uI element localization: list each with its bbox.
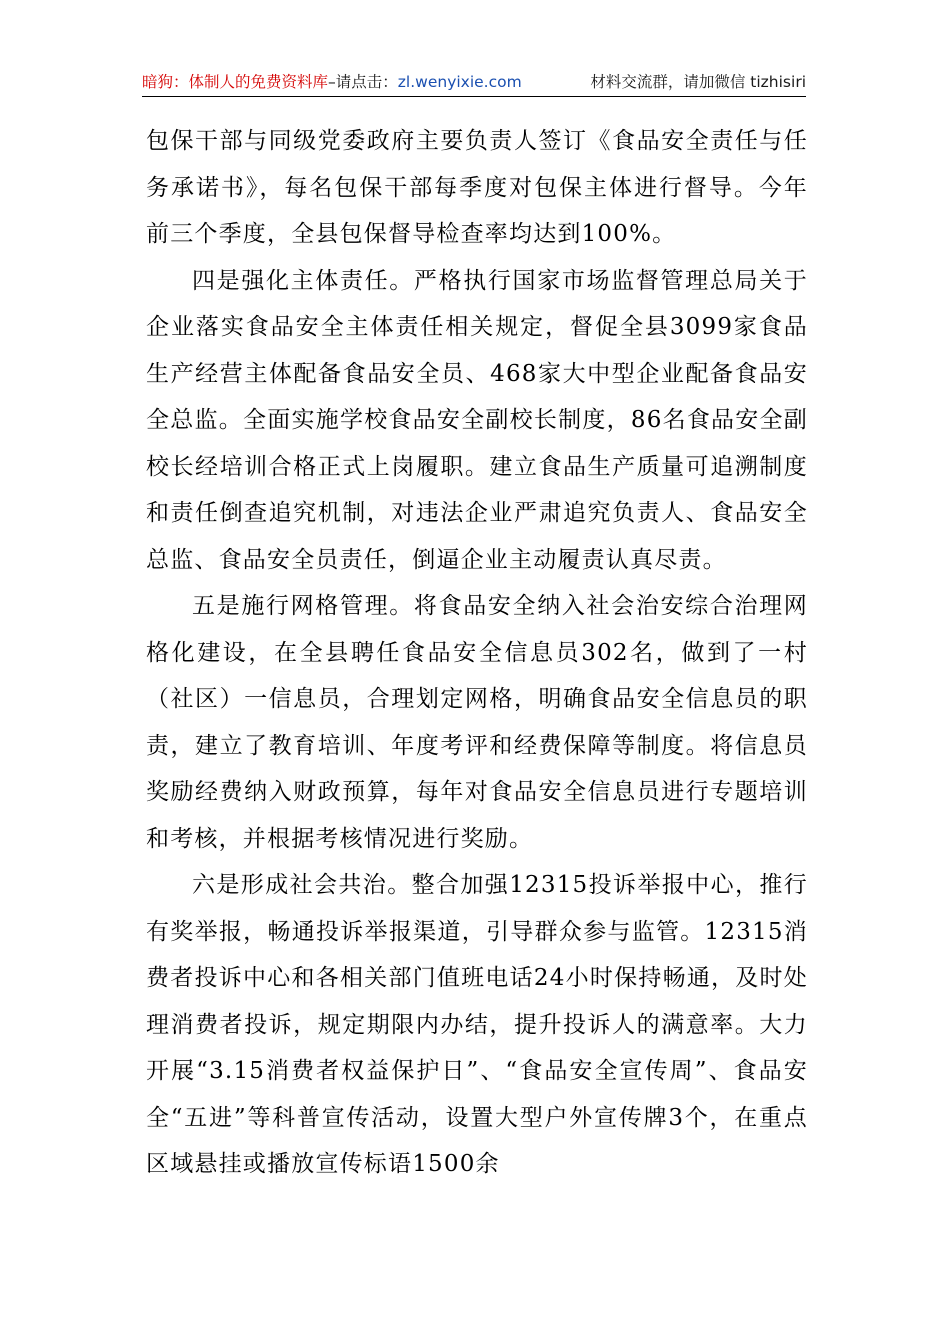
paragraph-social-co-governance: 六是形成社会共治。整合加强12315投诉举报中心，推行有奖举报，畅通投诉举报渠道，引导群众参与监管。12315消费者投诉中心和各相关部门值班电话24小时保持畅通，及时处理消费者投诉，规定期限内办结，提升投诉人的满意率。大力开展“3.15消费者权益保护日”、“食品安全宣传周”、食品安全“五进”等科普宣传活动，设置大型户外宣传牌3个，在重点区域悬挂或播放宣传标语1500余	[146, 872, 808, 1177]
page-header	[142, 70, 806, 94]
paragraph-main-responsibility: 四是强化主体责任。严格执行国家市场监督管理总局关于企业落实食品安全主体责任相关规定，督促全县3099家食品生产经营主体配备食品安全员、468家大中型企业配备食品安全总监。全面实施学校食品安全副校长制度，86名食品安全副校长经培训合格正式上岗履职。建立食品生产质量可追溯制度和责任倒查追究机制，对违法企业严肃追究负责人、食品安全总监、食品安全员责任，倒逼企业主动履责认真尽责。	[146, 267, 808, 573]
document-body	[146, 118, 808, 1188]
header-click-prompt: –请点击：	[328, 73, 398, 91]
paragraph-grid-management: 五是施行网格管理。将食品安全纳入社会治安综合治理网格化建设，在全县聘任食品安全信息员302名，做到了一村（社区）一信息员，合理划定网格，明确食品安全信息员的职责，建立了教育培训、年度考评和经费保障等制度。将信息员奖励经费纳入财政预算，每年对食品安全信息员进行专题培训和考核，并根据考核情况进行奖励。	[146, 593, 808, 852]
header-divider	[142, 96, 806, 97]
header-url-link[interactable]: zl.wenyixie.com	[397, 73, 522, 91]
header-site-name: 暗狗：体制人的免费资料库	[142, 73, 329, 91]
paragraph-continuation: 包保干部与同级党委政府主要负责人签订《食品安全责任与任务承诺书》，每名包保干部每季度对包保主体进行督导。今年前三个季度，全县包保督导检查率均达到100%。	[146, 128, 808, 247]
header-wechat-note: 材料交流群，请加微信 tizhisiri	[590, 73, 806, 91]
